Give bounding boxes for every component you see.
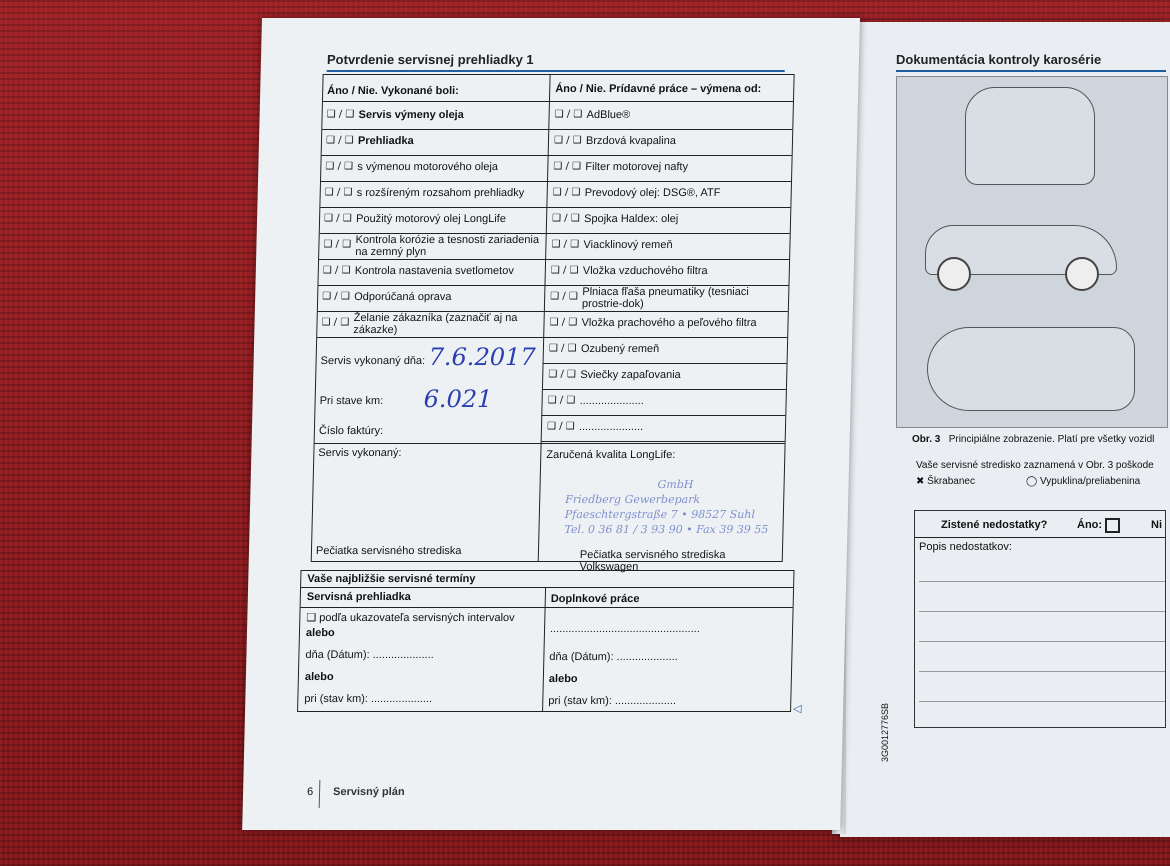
km-value: 6.021 [423,385,493,413]
service-confirmation-title: Potvrdenie servisnej prehliadky 1 [326,52,534,67]
row-divider [543,337,787,338]
body-inspection-title: Dokumentácia kontroly karosérie [896,52,1102,67]
divider [315,443,785,444]
car-diagram [896,76,1168,428]
service-table [311,74,795,573]
checkbox-yes-no[interactable]: ❑ / ❑ [548,343,577,354]
row-divider [546,233,790,234]
service-item-label: Použitý motorový olej LongLife [355,213,507,225]
continue-arrow-icon: ◁ [792,703,802,715]
option-scratch: ✖ Škrabanec [916,476,975,487]
car-top-view [927,327,1135,411]
write-line [919,671,1165,672]
row-divider [320,207,546,208]
service-item-label: Prehliadka [357,135,414,147]
checkbox-yes-no[interactable]: ❑ / ❑ [551,213,580,224]
figure-caption-text: Principiálne zobrazenie. Platí pre všetky vozidl [948,434,1155,445]
row-divider [548,129,792,130]
row-divider [542,389,786,390]
no-label: Ni [1151,519,1162,531]
document-code: 3G0012776SB [880,702,890,762]
yes-label: Áno: [1077,519,1103,531]
checkbox-yes-no[interactable]: ❑ / ❑ [548,369,577,380]
stamp-line: Tel. 0 36 81 / 3 93 90 • Fax 39 39 55 [564,523,769,536]
km-label: Pri stave km: [319,395,384,407]
page-number: 6 [306,786,314,798]
row-divider [545,259,789,260]
row-divider [321,181,547,182]
checkbox-yes-no[interactable]: ❑ / ❑ [549,317,578,328]
next-or: alebo [304,671,334,683]
stamp-label-right: Pečiatka servisného strediska Volkswagen [579,549,726,573]
write-line [919,641,1165,642]
option-dent: ◯ Vypuklina/preliabenina [1026,476,1141,487]
checkbox-yes-no[interactable]: ❑ / ❑ [326,109,355,120]
service-item-label: s rozšíreným rozsahom prehliadky [356,187,525,199]
extra-work-label: ..................... [578,421,644,433]
checkbox-yes-no[interactable]: ❑ / ❑ [321,317,350,328]
next-extra-km: pri (stav km): .................... [548,695,677,707]
checkbox-yes-no[interactable]: ❑ / ❑ [324,187,353,198]
title-rule [327,70,785,72]
row-divider [544,311,788,312]
footer-title: Servisný plán [332,786,405,798]
row-divider [541,441,785,442]
left-page [242,18,860,830]
extra-work-label: Ozubený remeň [580,343,660,355]
next-date: dňa (Dátum): .................... [305,649,434,661]
checkbox-yes-no[interactable]: ❑ / ❑ [550,291,578,302]
car-rear-view [965,87,1095,185]
stamp-line: GmbH [657,478,694,491]
next-extra-line: ................................................. [549,623,700,635]
column-divider [542,587,546,711]
checkbox-yes-no[interactable]: ❑ / ❑ [552,187,581,198]
next-title: Vaše najbližšie servisné termíny [307,573,476,585]
service-item-label: Odporúčaná oprava [354,291,452,303]
row-divider [543,363,787,364]
service-item-label: Servis výmeny oleja [358,109,464,121]
next-col-inspection: Servisná prehliadka [306,591,411,603]
invoice-label: Číslo faktúry: [318,425,384,437]
extra-work-label: AdBlue® [586,109,631,121]
service-item-label: Kontrola nastavenia svetlometov [354,265,514,277]
service-date-value: 7.6.2017 [428,343,536,371]
next-km: pri (stav km): .................... [304,693,433,705]
extra-work-label: Plniaca fľaša pneumatiky (tesniaci prostrie-dok) [581,286,749,310]
service-item-label: Želanie zákazníka (zaznačiť aj na zákazke) [353,312,518,336]
row-divider [541,415,785,416]
divider [915,537,1165,538]
checkbox-yes-no[interactable]: ❑ / ❑ [546,421,575,432]
row-divider [322,129,548,130]
row-divider [317,337,543,338]
figure-caption [912,434,1154,445]
col-right-header: Áno / Nie. Prídavné práce – výmena od: [555,83,762,95]
dealer-stamp [564,477,769,537]
checkbox-yes-no[interactable]: ❑ / ❑ [322,291,350,302]
checkbox-yes-no[interactable]: ❑ / ❑ [551,239,580,250]
divider [301,607,793,608]
row-divider [318,285,544,286]
extra-work-label: Vložka prachového a peľového filtra [581,317,757,329]
stamp-line: Friedberg Gewerbepark [565,493,701,506]
row-divider [547,181,791,182]
right-page [840,22,1170,837]
next-or: alebo [305,627,335,639]
service-date-label: Servis vykonaný dňa: [320,355,426,367]
checkbox-yes-no[interactable]: ❑ / ❑ [547,395,576,406]
extra-work-label: Vložka vzduchového filtra [582,265,708,277]
extra-work-label: Viacklinový remeň [583,239,673,251]
row-divider [322,155,548,156]
next-appointments [297,570,794,712]
checkbox-yes-no[interactable]: ❑ / ❑ [553,161,582,172]
defects-label: Zistené nedostatky? [941,519,1048,531]
figure-label: Obr. 3 [912,434,941,445]
defects-table [914,510,1166,728]
service-item-label: Kontrola korózie a tesnosti zariadenia na zemný plyn [355,234,540,258]
serviced-by-label: Servis vykonaný: [318,447,402,459]
checkbox-yes-no[interactable]: ❑ / ❑ [322,265,351,276]
longlife-label: Zaručená kvalita LongLife: [546,449,676,461]
note-text: Vaše servisné stredisko zaznamená v Obr. 3 poškode [916,460,1154,471]
checkbox-yes-no[interactable]: ❑ / ❑ [553,135,582,146]
next-extra-date: dňa (Dátum): .................... [549,651,678,663]
checkbox-yes-no[interactable]: ❑ / ❑ [554,109,583,120]
extra-work-label: Filter motorovej nafty [585,161,689,173]
checkbox-yes-no[interactable]: ❑ / ❑ [325,135,354,146]
extra-work-label: Spojka Haldex: olej [583,213,679,225]
next-col-extra: Doplnkové práce [550,593,640,605]
checkbox-yes-no[interactable]: ❑ / ❑ [323,239,352,250]
write-line [919,611,1165,612]
wheel-icon [937,257,971,291]
extra-work-label: Brzdová kvapalina [585,135,677,147]
yes-checkbox[interactable] [1105,518,1120,533]
row-divider [548,155,792,156]
next-interval: ❑ podľa ukazovateľa servisných intervalov [306,612,515,624]
checkbox-yes-no[interactable]: ❑ / ❑ [550,265,579,276]
extra-work-label: ..................... [579,395,644,407]
write-line [919,701,1165,702]
col-left-header: Áno / Nie. Vykonané boli: [327,85,459,97]
title-rule [896,70,1166,72]
write-line [919,581,1165,582]
divider [301,587,793,588]
checkbox-yes-no[interactable]: ❑ / ❑ [325,161,354,172]
extra-work-label: Prevodový olej: DSG®, ATF [584,187,721,199]
row-divider [319,259,545,260]
row-divider [546,207,790,208]
service-item-label: s výmenou motorového oleja [357,161,499,173]
header-divider [323,101,793,102]
footer-divider [319,780,321,808]
description-label: Popis nedostatkov: [919,541,1012,553]
stamp-line: Pfaeschtergstraße 7 • 98527 Suhl [564,508,756,521]
next-extra-or: alebo [548,673,578,685]
stamp-label-left: Pečiatka servisného strediska [315,545,462,557]
checkbox-yes-no[interactable]: ❑ / ❑ [323,213,352,224]
wheel-icon [1065,257,1099,291]
extra-work-label: Sviečky zapaľovania [580,369,681,381]
